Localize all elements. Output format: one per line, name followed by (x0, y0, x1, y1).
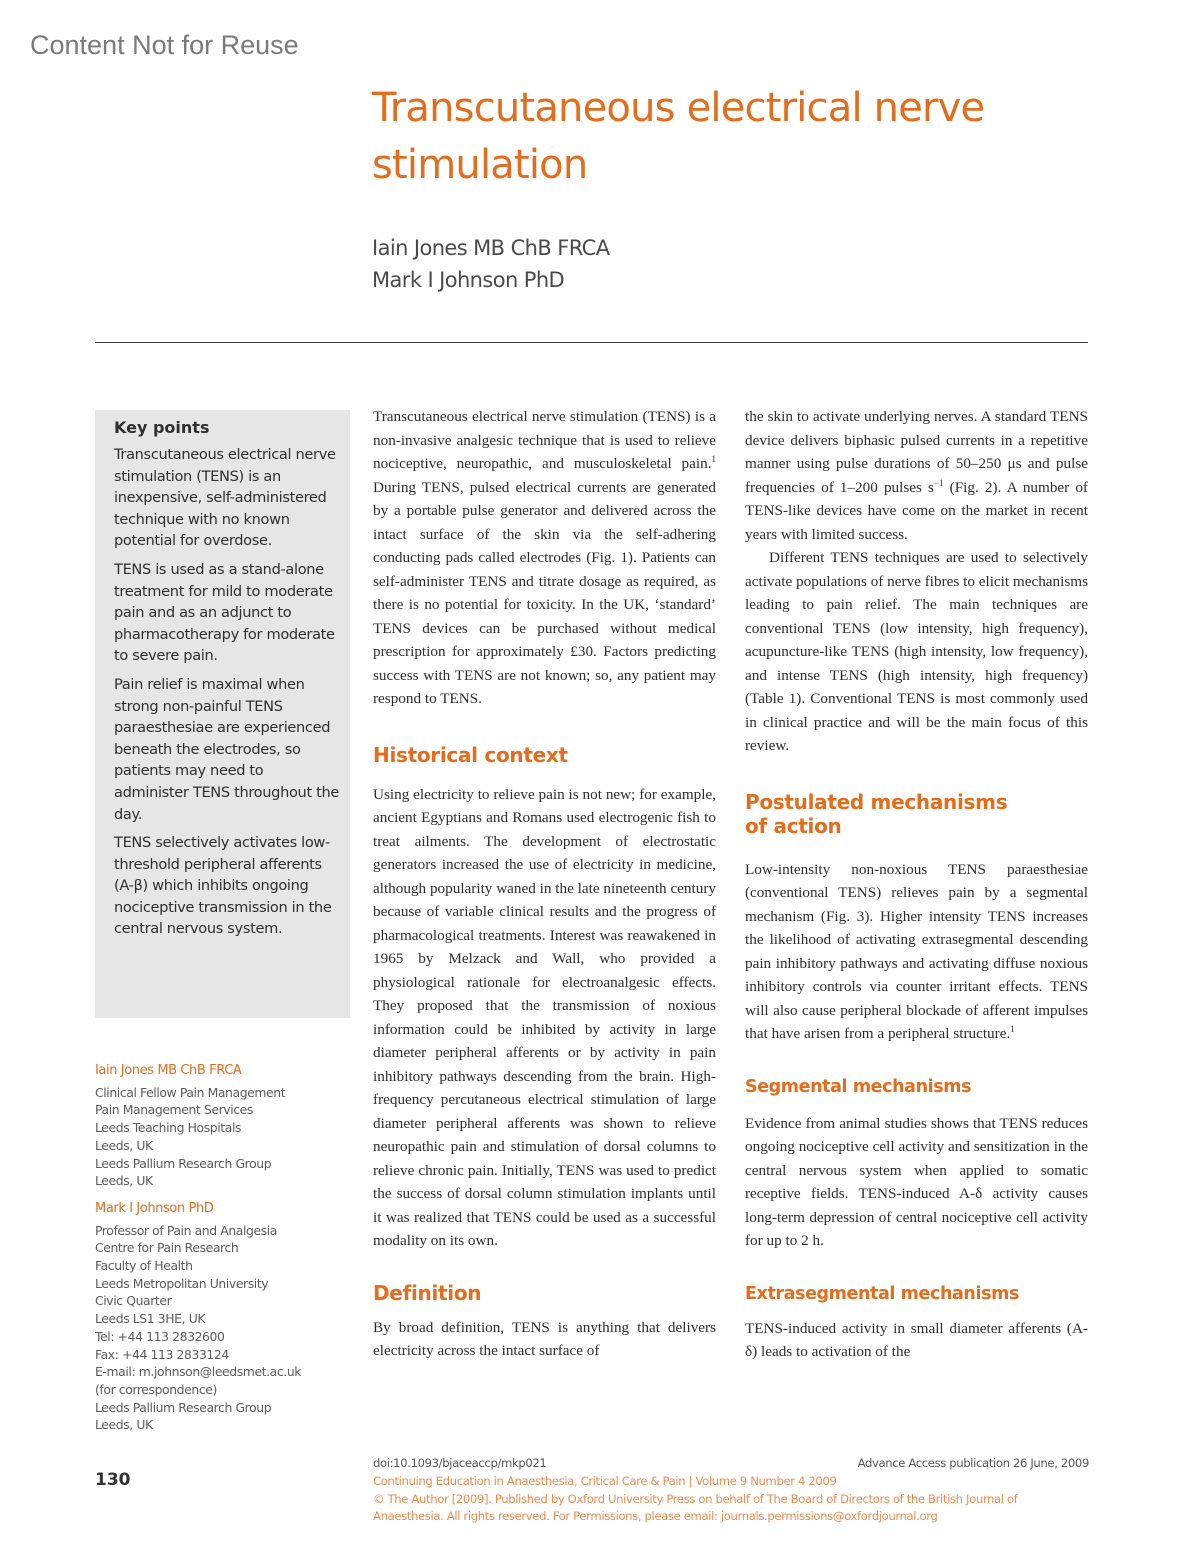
affiliation-line: Clinical Fellow Pain Management (95, 1084, 286, 1100)
definition-paragraph-continued: the skin to activate underlying nerves. A standard TENS device delivers biphasic pulsed currents in a repetitive manner using pulse durations of 50–250 μs and pulse frequencies of 1–200 pulses $s^{-1}$ (Fig. 2). A number of TENS-like devices have come on the market in recent years with limited success. (745, 408, 1088, 543)
affiliation-line: Centre for Pain Research (95, 1240, 239, 1256)
affiliation-fax: Fax: +44 113 2833124 (95, 1346, 229, 1362)
affiliation-block (95, 1200, 355, 1434)
segmental-paragraph: Evidence from animal studies shows that TENS reduces ongoing nociceptive cell activity and sensitization in the central nervous system when applied to somatic receptive fields. TENS-induced A-δ activity causes long-term depression of central nociceptive cell activity for up to 2 h. (745, 1114, 1088, 1249)
key-point: Transcutaneous electrical nerve stimulation (TENS) is an inexpensive, self-administered technique with no known potential for overdose. (114, 446, 336, 550)
definition-paragraph: By broad definition, TENS is anything that delivers electricity across the intact surface of (373, 1318, 716, 1359)
section-heading-definition: Definition (373, 1280, 482, 1305)
advance-access-date: Advance Access publication 26 June, 2009 (857, 1456, 1089, 1470)
author-affiliations (95, 1062, 355, 1444)
affiliation-line: Leeds, UK (95, 1417, 153, 1433)
author-name: Mark I Johnson PhD (372, 268, 565, 292)
watermark: Content Not for Reuse (30, 30, 299, 60)
key-points-heading: Key points (114, 418, 210, 437)
section-heading-mechanisms: Postulated mechanisms of action (745, 789, 1008, 838)
section-heading-historical: Historical context (373, 742, 568, 767)
key-points-box (95, 410, 350, 1018)
affiliation-line: Leeds Pallium Research Group (95, 1155, 272, 1171)
page-footer (373, 1455, 1089, 1526)
affiliation-author-name: Mark I Johnson PhD (95, 1200, 214, 1216)
affiliation-line: Leeds LS1 3HE, UK (95, 1311, 206, 1327)
affiliation-line: Leeds, UK (95, 1173, 153, 1189)
journal-citation: Continuing Education in Anaesthesia, Critical Care & Pain | Volume 9 Number 4 2009 (373, 1473, 837, 1488)
copyright-notice: © The Author [2009]. Published by Oxford University Press on behalf of The Board of Directors of the British Journal of Anaesthesia. All rights reserved. For Permissions, please email: journals.permissions@oxfordjournal.org (373, 1491, 1018, 1524)
header-divider (95, 342, 1088, 343)
affiliation-line: Civic Quarter (95, 1293, 172, 1309)
mechanisms-paragraph: Low-intensity non-noxious TENS paraesthesiae (conventional TENS) relieves pain by a segmental mechanism (Fig. 3). Higher intensity TENS increases the likelihood of activating extrasegmental descending pain inhibitory pathways and activating diffuse noxious inhibitory controls via counter irritant effects. TENS will also cause peripheral blockade of afferent impulses that have arisen from a peripheral structure.$^1$ (745, 860, 1088, 1042)
extrasegmental-paragraph: TENS-induced activity in small diameter afferents (A-δ) leads to activation of the (745, 1319, 1088, 1360)
affiliation-block (95, 1062, 355, 1190)
affiliation-line: (for correspondence) (95, 1381, 217, 1397)
subsection-heading-segmental: Segmental mechanisms (745, 1076, 972, 1097)
techniques-paragraph: Different TENS techniques are used to selectively activate populations of nerve fibres to elicit mechanisms leading to pain relief. The main techniques are conventional TENS (low intensity, high frequency), acupuncture-like TENS (high intensity, low frequency), and intense TENS (high intensity, high frequency) (Table 1). Conventional TENS is most commonly used in clinical practice and will be the main focus of this review. (745, 549, 1088, 754)
page-number: 130 (95, 1470, 131, 1490)
affiliation-line: Leeds Pallium Research Group (95, 1399, 272, 1415)
historical-paragraph: Using electricity to relieve pain is not new; for example, ancient Egyptians and Romans used electrogenic fish to treat ailments. The development of electrostatic generators increased the use of electricity in medicine, although popularity waned in the late nineteenth century because of variable clinical results and the progress of pharmacological treatments. Interest was reawakened in 1965 by Melzack and Wall, who provided a physiological rationale for electroanalgesic effects. They proposed that the transmission of noxious information could be inhibited by activity in large diameter peripheral afferents or by activity in pain inhibitory pathways descending from the brain. High-frequency percutaneous electrical stimulation of large diameter peripheral afferents was shown to relieve neuropathic pain and stimulation of dorsal columns to relieve chronic pain. Initially, TENS was used to predict the success of dorsal column stimulation implants until it was realized that TENS could be used as a successful modality on its own. (373, 785, 716, 1249)
doi-link[interactable]: doi:10.1093/bjaceaccp/mkp021 (373, 1456, 547, 1470)
affiliation-author-name: Iain Jones MB ChB FRCA (95, 1063, 242, 1078)
key-point: TENS selectively activates low-threshold peripheral afferents (A-β) which inhibits ongoing nociceptive transmission in the central nervous system. (114, 834, 332, 938)
affiliation-email[interactable]: E-mail: m.johnson@leedsmet.ac.uk (95, 1364, 302, 1380)
affiliation-line: Leeds Teaching Hospitals (95, 1120, 242, 1136)
author-list (372, 232, 609, 296)
affiliation-line: Leeds Metropolitan University (95, 1275, 269, 1291)
author-name: Iain Jones MB ChB FRCA (372, 236, 610, 260)
intro-paragraph: Transcutaneous electrical nerve stimulation (TENS) is a non-invasive analgesic technique that is used to relieve nociceptive, neuropathic, and musculoskeletal pain.$^1$ During TENS, pulsed electrical currents are generated by a portable pulse generator and delivered across the intact surface of the skin via the self-adhering conducting pads called electrodes (Fig. 1). Patients can self-administer TENS and titrate dosage as required, as there is no potential for toxicity. In the UK, ‘standard’ TENS devices can be purchased without medical prescription for approximately £30. Factors predicting success with TENS are not known; so, any patient may respond to TENS. (373, 408, 716, 707)
affiliation-line: Faculty of Health (95, 1258, 193, 1274)
body-column-2 (745, 405, 1088, 1364)
affiliation-line: Professor of Pain and Analgesia (95, 1222, 277, 1238)
article-title: Transcutaneous electrical nerve stimulation (372, 85, 985, 188)
key-point: TENS is used as a stand-alone treatment for mild to moderate pain and as an adjunct to pharmacotherapy for moderate to severe pain. (114, 560, 335, 665)
affiliation-line: Leeds, UK (95, 1137, 153, 1153)
reference-marker[interactable]: 1 (1010, 1023, 1015, 1034)
affiliation-line: Pain Management Services (95, 1102, 253, 1118)
body-column-1 (373, 405, 716, 1363)
subsection-heading-extrasegmental: Extrasegmental mechanisms (745, 1283, 1019, 1304)
key-point: Pain relief is maximal when strong non-painful TENS paraesthesiae are experienced beneath the electrodes, so patients may need to administer TENS throughout the day. (114, 675, 340, 823)
reference-marker[interactable]: 1 (711, 453, 716, 464)
affiliation-phone: Tel: +44 113 2832600 (95, 1328, 225, 1344)
